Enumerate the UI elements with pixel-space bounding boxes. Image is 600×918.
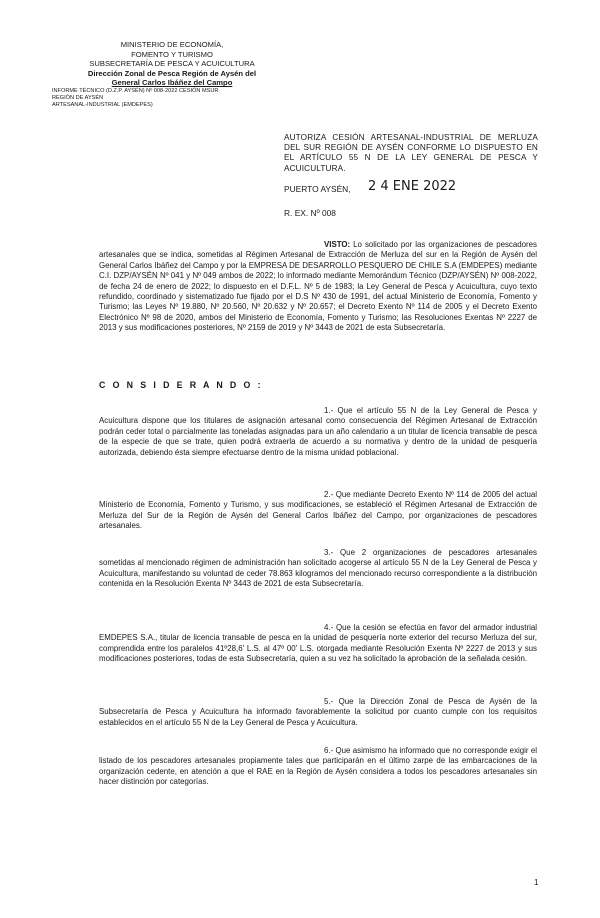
paragraph-text: 1.- Que el artículo 55 N de la Ley General de Pesca y Acuicultura dispone que los titulares de asignación artesanal como consecuencia del Régimen Artesanal de Extracción podrán ceder total o parcialmente las toneladas asignadas para un año calendario a un titular de licencia transable de pesca de la especie de que se trate, quien podrá extraerla de acuerdo a su normativa y dentro de la unidad de pesquería autorizada, debiendo ésta siempre efectuarse dentro de la misma unidad poblacional.: [99, 406, 537, 457]
visto-text: Lo solicitado por las organizaciones de pescadores artesanales que se indica, sometidas al Régimen Artesanal de Extracción de Merluza del sur en la Región de Aysén del General Carlos Ibáñez del Campo y por la EMPRESA DE DESARROLLO PESQUERO DE CHILE S.A (EMDEPES) mediante C.I. DZP/AYSÉN Nº 041 y Nº 049 ambos de 2022; lo informado mediante Memorándum Técnico (DZP/AYSÉN) Nº 008-2022, de fecha 24 de enero de 2022; lo dispuesto en el D.F.L. Nº 5 de 1983; la Ley General de Pesca y Acuicultura, cuyo texto refundido, coordinado y sistematizado fue fijado por el D.S Nº 430 de 1991, del actual Ministerio de Economía, Fomento y Turismo; las Leyes Nº 19.880, Nº 20.560, Nº 20.632 y Nº 20.657; el Decreto Exento Nº 114 de 2005 y el Decreto Exento Electrónico Nº 98 de 2020, ambos del Ministerio de Economía, Fomento y Turismo; las Resoluciones Exentas Nº 2227 de 2013 y sus modificaciones posteriores, Nº 2159 de 2019 y Nº 3443 de 2021 de esta Subsecretaría.: [99, 240, 537, 333]
considerando-1: [99, 406, 537, 458]
considerando-3: [99, 548, 537, 590]
letterhead: [52, 40, 292, 109]
page-number: 1: [534, 878, 539, 887]
paragraph-text: 4.- Que la cesión se efectúa en favor del armador industrial EMDEPES S.A., titular de licencia transable de pesca en la unidad de pesquería norte exterior del recurso Merluza del sur, comprendida entre los paralelos 41º28,6' L.S. al 47º 00' L.S. otorgada mediante Resolución Exenta Nº 2227 de 2013 y sus modificaciones posteriores, todas de esta Subsecretaría, quien a su vez ha solicitado la aprobación de la señalada cesión.: [99, 623, 537, 664]
place-label: PUERTO AYSÉN,: [284, 184, 351, 194]
paragraph-text: 3.- Que 2 organizaciones de pescadores artesanales sometidas al mencionado régimen de administración han solicitado acogerse al artículo 55 N de la Ley General de Pesca y Acuicultura, manifestando su voluntad de ceder 78.863 kilogramos del mencionado recurso correspondiente a la distribución contenida en la Resolución Exenta Nº 3443 de 2021 de esta Subsecretaría.: [99, 548, 537, 589]
ministry-line-2: FOMENTO Y TURISMO: [131, 49, 213, 59]
ministry-line: MINISTERIO DE ECONOMÍA,: [120, 40, 224, 49]
considerando-4: [99, 623, 537, 665]
reference-line-1: INFORME TÉCNICO (D.Z.P. AYSÉN) Nº 008-2022 CESIÓN MSUR: [52, 87, 219, 94]
date-stamp: 2 4 ENE 2022: [368, 179, 457, 194]
considerando-6: [99, 746, 537, 788]
visto-label: VISTO:: [324, 240, 351, 249]
visto-section: [99, 240, 537, 334]
resolution-subject: AUTORIZA CESIÓN ARTESANAL-INDUSTRIAL DE MERLUZA DEL SUR REGIÓN DE AYSÉN CONFORME LO DISPUESTO EN EL ARTÍCULO 55 N DE LA LEY GENERAL DE PESCA Y ACUICULTURA.: [284, 133, 538, 173]
reference-line-3: ARTESANAL-INDUSTRIAL (EMDEPES): [52, 101, 153, 108]
paragraph-text: 2.- Que mediante Decreto Exento Nº 114 de 2005 del actual Ministerio de Economía, Fomento y Turismo, y sus modificaciones, se estableció el Régimen Artesanal de Extracción de Merluza del Sur de la Región de Aysén del General Carlos Ibáñez del Campo, por organizaciones de pescadores artesanales.: [99, 490, 537, 531]
subsecretaria-line: SUBSECRETARÍA DE PESCA Y ACUICULTURA: [89, 59, 255, 69]
region-line: General Carlos Ibáñez del Campo: [111, 78, 233, 88]
considerando-heading: C O N S I D E R A N D O :: [99, 380, 263, 390]
reference-line-2: REGIÓN DE AYSÉN: [52, 94, 104, 101]
paragraph-text: 6.- Que asimismo ha informado que no corresponde exigir el listado de los pescadores artesanales propiamente tales que participarán en el último zarpe de las embarcaciones de la organización cedente, en atención a que el RAE en la Región de Aysén considera a todos los pescadores artesanales sin hacer distinción por categorías.: [99, 746, 537, 787]
direccion-line: Dirección Zonal de Pesca Región de Aysén del: [87, 68, 257, 78]
considerando-5: [99, 697, 537, 728]
considerando-2: [99, 490, 537, 532]
resolution-number: R. EX. Nº 008: [284, 208, 336, 218]
paragraph-text: 5.- Que la Dirección Zonal de Pesca de Aysén de la Subsecretaría de Pesca y Acuicultura ha informado favorablemente la solicitud por cuanto cumple con los requisitos establecidos en el artículo 55 N de la Ley General de Pesca y Acuicultura.: [99, 697, 537, 727]
